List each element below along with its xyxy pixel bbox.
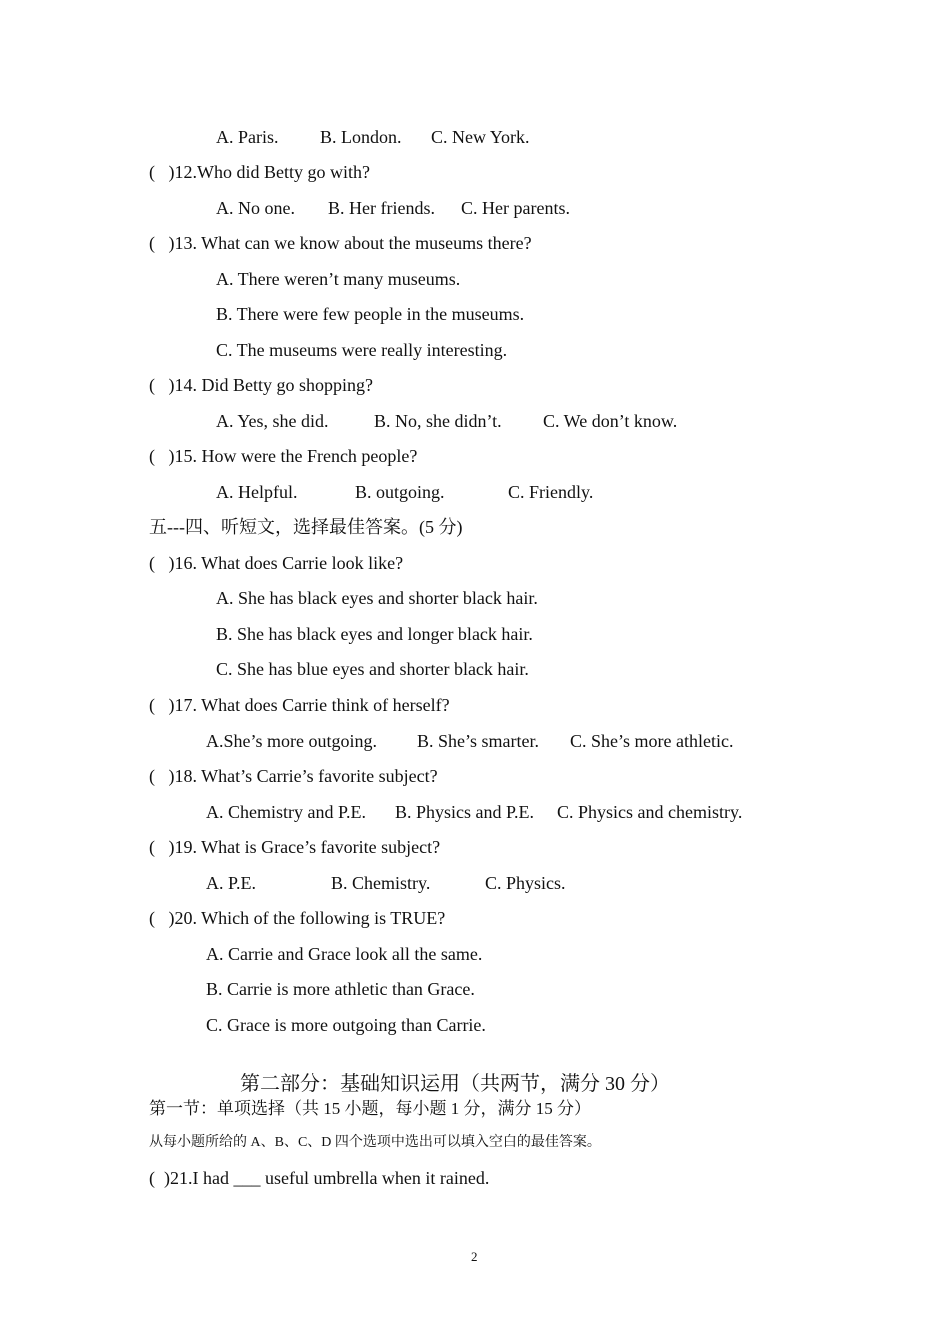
q14-option-b: B. No, she didn’t. — [374, 411, 502, 431]
q12-stem: ( )12.Who did Betty go with? — [149, 162, 370, 182]
q15-option-a: A. Helpful. — [216, 482, 298, 502]
q15-option-b: B. outgoing. — [355, 482, 445, 502]
q19-stem: ( )19. What is Grace’s favorite subject? — [149, 837, 441, 857]
q12-option-b: B. Her friends. — [328, 198, 435, 218]
q19-option-a: A. P.E. — [206, 873, 257, 893]
q15-option-c: C. Friendly. — [508, 482, 594, 502]
q11-option-c: C. New York. — [431, 127, 530, 147]
q21-stem: ( )21.I had ___ useful umbrella when it rained. — [149, 1168, 490, 1188]
q19-option-b: B. Chemistry. — [331, 873, 431, 893]
q17-stem: ( )17. What does Carrie think of herself? — [149, 695, 450, 715]
q18-option-b: B. Physics and P.E. — [395, 802, 535, 822]
q16-option-a: A. She has black eyes and shorter black hair. — [216, 588, 538, 608]
q12-option-c: C. Her parents. — [461, 198, 570, 218]
section-one-title: 第一节：单项选择（共 15 小题，每小题 1 分，满分 15 分） — [149, 1099, 591, 1118]
q13-option-c: C. The museums were really interesting. — [216, 340, 508, 360]
q11-option-b: B. London. — [320, 127, 402, 147]
q18-option-a: A. Chemistry and P.E. — [206, 802, 366, 822]
q14-stem: ( )14. Did Betty go shopping? — [149, 375, 373, 395]
page-number: 2 — [471, 1249, 478, 1264]
q18-stem: ( )18. What’s Carrie’s favorite subject? — [149, 766, 438, 786]
section-heading: 五---四、听短文，选择最佳答案。(5 分) — [149, 517, 463, 537]
q16-option-b: B. She has black eyes and longer black hair. — [216, 624, 533, 644]
instruction-text: 从每小题所给的 A、B、C、D 四个选项中选出可以填入空白的最佳答案。 — [149, 1135, 601, 1150]
part-two-title: 第二部分：基础知识运用（共两节，满分 30 分） — [240, 1073, 670, 1095]
q17-option-b: B. She’s smarter. — [417, 731, 539, 751]
q15-stem: ( )15. How were the French people? — [149, 446, 418, 466]
q12-option-a: A. No one. — [216, 198, 295, 218]
q20-option-a: A. Carrie and Grace look all the same. — [206, 944, 483, 964]
q11-option-a: A. Paris. — [216, 127, 279, 147]
q19-option-c: C. Physics. — [485, 873, 566, 893]
q20-option-b: B. Carrie is more athletic than Grace. — [206, 979, 475, 999]
q20-option-c: C. Grace is more outgoing than Carrie. — [206, 1015, 486, 1035]
q13-option-a: A. There weren’t many museums. — [216, 269, 461, 289]
q13-option-b: B. There were few people in the museums. — [216, 304, 525, 324]
q14-option-a: A. Yes, she did. — [216, 411, 329, 431]
q18-option-c: C. Physics and chemistry. — [557, 802, 743, 822]
q17-option-c: C. She’s more athletic. — [570, 731, 734, 751]
q16-stem: ( )16. What does Carrie look like? — [149, 553, 404, 573]
q20-stem: ( )20. Which of the following is TRUE? — [149, 908, 446, 928]
q17-option-a: A.She’s more outgoing. — [206, 731, 377, 751]
q13-stem: ( )13. What can we know about the museums there? — [149, 233, 532, 253]
q16-option-c: C. She has blue eyes and shorter black hair. — [216, 659, 529, 679]
q14-option-c: C. We don’t know. — [543, 411, 678, 431]
